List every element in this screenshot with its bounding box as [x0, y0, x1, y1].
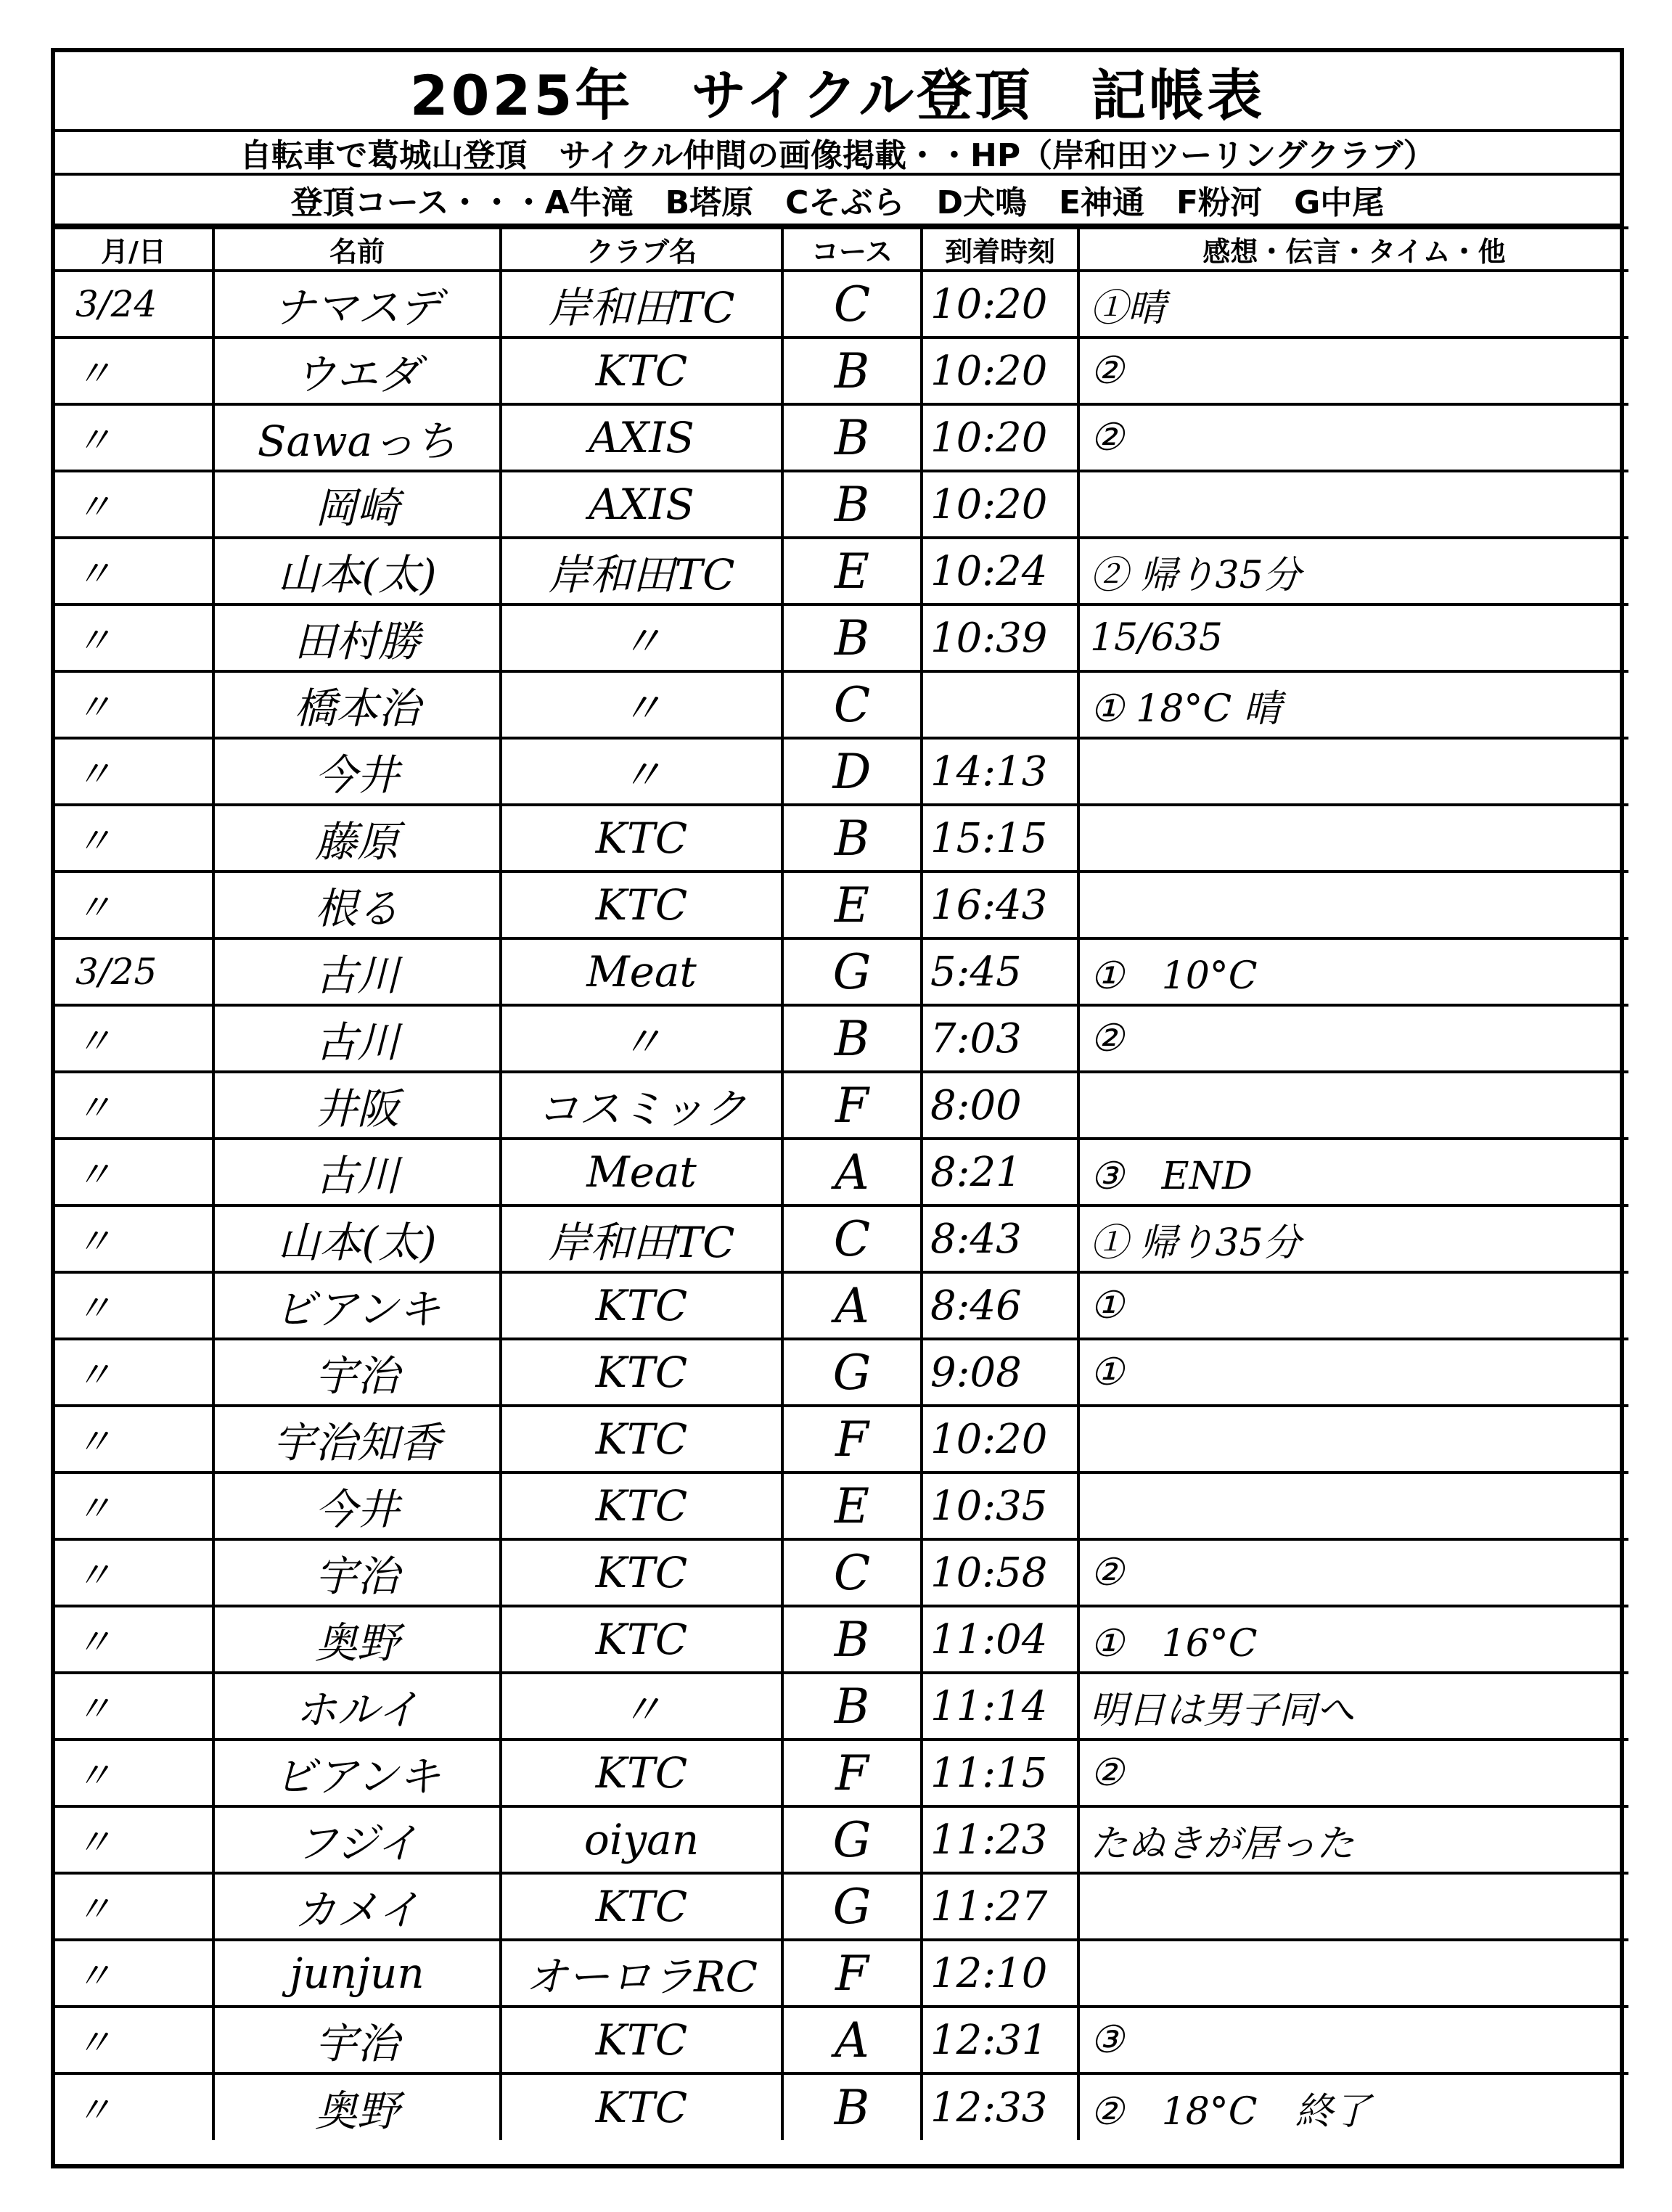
cell-memo: 15/635	[1078, 605, 1628, 671]
cell-name: 橋本治	[213, 671, 501, 738]
cell-date: 〃	[55, 1005, 213, 1072]
cell-name: ホルイ	[213, 1673, 501, 1740]
table-row	[55, 1139, 1628, 1205]
cell-memo	[1078, 738, 1628, 805]
cell-name: 古川	[213, 1139, 501, 1205]
log-table	[55, 226, 1628, 2140]
cell-name: 根る	[213, 872, 501, 938]
cell-course: B	[782, 1673, 922, 1740]
cell-club: 岸和田TC	[501, 538, 782, 605]
cell-memo	[1078, 805, 1628, 872]
cell-course: C	[782, 671, 922, 738]
cell-name: ナマスデ	[213, 271, 501, 337]
cell-date: 〃	[55, 1472, 213, 1539]
cell-time: 8:46	[922, 1272, 1078, 1339]
cell-name: 奥野	[213, 1606, 501, 1673]
cell-memo	[1078, 1406, 1628, 1472]
cell-memo	[1078, 1072, 1628, 1139]
cell-name: junjun	[213, 1940, 501, 2007]
cell-time: 11:14	[922, 1673, 1078, 1740]
cell-date: 3/25	[55, 938, 213, 1005]
cell-name: 宇治	[213, 2007, 501, 2073]
cell-date: 〃	[55, 671, 213, 738]
cell-date: 〃	[55, 337, 213, 404]
cell-name: ウエダ	[213, 337, 501, 404]
cell-date: 〃	[55, 1740, 213, 1806]
cell-memo	[1078, 1940, 1628, 2007]
cell-memo: ③ END	[1078, 1139, 1628, 1205]
table-row	[55, 872, 1628, 938]
cell-course: G	[782, 1339, 922, 1406]
table-row	[55, 1472, 1628, 1539]
cell-course: C	[782, 1539, 922, 1606]
cell-club: 〃	[501, 1673, 782, 1740]
cell-time: 15:15	[922, 805, 1078, 872]
cell-club: KTC	[501, 337, 782, 404]
cell-date: 3/24	[55, 271, 213, 337]
cell-name: 今井	[213, 738, 501, 805]
cell-time: 8:43	[922, 1205, 1078, 1272]
cell-course: F	[782, 1406, 922, 1472]
cell-memo: ② 18°C 終了	[1078, 2073, 1628, 2140]
header-row	[55, 228, 1628, 271]
cell-club: 〃	[501, 1005, 782, 1072]
cell-course: E	[782, 1472, 922, 1539]
cell-time: 9:08	[922, 1339, 1078, 1406]
cell-club: KTC	[501, 872, 782, 938]
table-row	[55, 1205, 1628, 1272]
cell-course: E	[782, 538, 922, 605]
cell-course: B	[782, 2073, 922, 2140]
table-row	[55, 738, 1628, 805]
cell-date: 〃	[55, 404, 213, 471]
cell-name: 宇治	[213, 1539, 501, 1606]
table-row	[55, 1740, 1628, 1806]
cell-memo: ②	[1078, 1740, 1628, 1806]
cell-name: 井阪	[213, 1072, 501, 1139]
cell-club: Meat	[501, 938, 782, 1005]
cell-date: 〃	[55, 1339, 213, 1406]
cell-name: 岡崎	[213, 471, 501, 538]
cell-time: 10:20	[922, 271, 1078, 337]
cell-club: KTC	[501, 1406, 782, 1472]
cell-time: 10:39	[922, 605, 1078, 671]
cell-memo	[1078, 1472, 1628, 1539]
cell-memo	[1078, 471, 1628, 538]
cell-name: 山本(太)	[213, 538, 501, 605]
cell-memo: ②	[1078, 404, 1628, 471]
cell-date: 〃	[55, 1539, 213, 1606]
table-row	[55, 938, 1628, 1005]
cell-name: Sawaっち	[213, 404, 501, 471]
table-row	[55, 404, 1628, 471]
cell-date: 〃	[55, 805, 213, 872]
cell-time: 10:35	[922, 1472, 1078, 1539]
cell-course: G	[782, 1873, 922, 1940]
table-row	[55, 1272, 1628, 1339]
col-header-name: 名前	[213, 228, 501, 271]
cell-date: 〃	[55, 1806, 213, 1873]
col-header-date: 月/日	[55, 228, 213, 271]
cell-club: 岸和田TC	[501, 271, 782, 337]
cell-time: 11:04	[922, 1606, 1078, 1673]
cell-course: A	[782, 1272, 922, 1339]
cell-course: B	[782, 605, 922, 671]
cell-time: 11:27	[922, 1873, 1078, 1940]
cell-time: 10:24	[922, 538, 1078, 605]
cell-name: 藤原	[213, 805, 501, 872]
cell-club: AXIS	[501, 471, 782, 538]
cell-date: 〃	[55, 1205, 213, 1272]
cell-club: KTC	[501, 1873, 782, 1940]
cell-memo	[1078, 872, 1628, 938]
cell-time: 12:33	[922, 2073, 1078, 2140]
cell-memo: ① 16°C	[1078, 1606, 1628, 1673]
cell-club: オーロラRC	[501, 1940, 782, 2007]
cell-name: 山本(太)	[213, 1205, 501, 1272]
cell-name: 宇治	[213, 1339, 501, 1406]
cell-club: KTC	[501, 1539, 782, 1606]
cell-name: 古川	[213, 938, 501, 1005]
cell-time: 14:13	[922, 738, 1078, 805]
cell-course: A	[782, 2007, 922, 2073]
table-row	[55, 271, 1628, 337]
cell-date: 〃	[55, 1873, 213, 1940]
table-row	[55, 2007, 1628, 2073]
table-row	[55, 1940, 1628, 2007]
table-row	[55, 2073, 1628, 2140]
register-sheet	[51, 48, 1624, 2168]
cell-date: 〃	[55, 1940, 213, 2007]
cell-club: KTC	[501, 805, 782, 872]
cell-memo: ② 帰り35分	[1078, 538, 1628, 605]
cell-date: 〃	[55, 605, 213, 671]
cell-name: ビアンキ	[213, 1740, 501, 1806]
cell-club: KTC	[501, 1272, 782, 1339]
cell-date: 〃	[55, 1606, 213, 1673]
table-row	[55, 1806, 1628, 1873]
cell-club: AXIS	[501, 404, 782, 471]
table-row	[55, 1539, 1628, 1606]
cell-course: E	[782, 872, 922, 938]
cell-memo: ②	[1078, 1005, 1628, 1072]
table-row	[55, 1406, 1628, 1472]
cell-time: 10:20	[922, 1406, 1078, 1472]
table-row	[55, 605, 1628, 671]
subtitle: 自転車で葛城山登頂 サイクル仲間の画像掲載・・HP（岸和田ツーリングクラブ）	[55, 132, 1620, 176]
cell-name: フジイ	[213, 1806, 501, 1873]
cell-name: 今井	[213, 1472, 501, 1539]
cell-club: コスミック	[501, 1072, 782, 1139]
cell-club: KTC	[501, 1740, 782, 1806]
cell-club: KTC	[501, 2007, 782, 2073]
cell-time: 11:15	[922, 1740, 1078, 1806]
cell-club: 〃	[501, 605, 782, 671]
cell-club: 岸和田TC	[501, 1205, 782, 1272]
cell-course: B	[782, 1005, 922, 1072]
cell-time: 12:10	[922, 1940, 1078, 2007]
cell-course: B	[782, 805, 922, 872]
cell-club: KTC	[501, 2073, 782, 2140]
table-row	[55, 1673, 1628, 1740]
cell-club: KTC	[501, 1339, 782, 1406]
cell-time: 8:21	[922, 1139, 1078, 1205]
cell-time: 7:03	[922, 1005, 1078, 1072]
cell-course: F	[782, 1072, 922, 1139]
col-header-course: コース	[782, 228, 922, 271]
cell-name: 田村勝	[213, 605, 501, 671]
cell-course: G	[782, 938, 922, 1005]
cell-date: 〃	[55, 1072, 213, 1139]
cell-memo	[1078, 1873, 1628, 1940]
cell-club: Meat	[501, 1139, 782, 1205]
table-row	[55, 471, 1628, 538]
table-row	[55, 805, 1628, 872]
cell-club: 〃	[501, 738, 782, 805]
cell-club: KTC	[501, 1472, 782, 1539]
cell-course: A	[782, 1139, 922, 1205]
cell-memo: ②	[1078, 1539, 1628, 1606]
page-title: 2025年 サイクル登頂 記帳表	[55, 52, 1620, 132]
cell-time: 5:45	[922, 938, 1078, 1005]
cell-course: C	[782, 271, 922, 337]
cell-date: 〃	[55, 471, 213, 538]
course-legend: 登頂コース・・・A牛滝 B塔原 Cそぶら D犬鳴 E神通 F粉河 G中尾	[55, 176, 1620, 226]
cell-date: 〃	[55, 1272, 213, 1339]
cell-club: 〃	[501, 671, 782, 738]
table-row	[55, 1005, 1628, 1072]
cell-memo: たぬきが居った	[1078, 1806, 1628, 1873]
col-header-time: 到着時刻	[922, 228, 1078, 271]
cell-date: 〃	[55, 2073, 213, 2140]
table-row	[55, 671, 1628, 738]
cell-date: 〃	[55, 1673, 213, 1740]
cell-memo: ① 10°C	[1078, 938, 1628, 1005]
cell-course: B	[782, 337, 922, 404]
cell-time	[922, 671, 1078, 738]
cell-course: F	[782, 1940, 922, 2007]
table-row	[55, 1072, 1628, 1139]
cell-course: B	[782, 1606, 922, 1673]
cell-time: 10:20	[922, 404, 1078, 471]
col-header-memo: 感想・伝言・タイム・他	[1078, 228, 1628, 271]
cell-memo: ②	[1078, 337, 1628, 404]
cell-time: 11:23	[922, 1806, 1078, 1873]
cell-time: 10:20	[922, 471, 1078, 538]
table-row	[55, 337, 1628, 404]
cell-date: 〃	[55, 738, 213, 805]
cell-memo: 明日は男子同へ	[1078, 1673, 1628, 1740]
table-row	[55, 1339, 1628, 1406]
cell-memo: ① 18°C 晴	[1078, 671, 1628, 738]
cell-memo: ①	[1078, 1272, 1628, 1339]
cell-date: 〃	[55, 1406, 213, 1472]
cell-course: B	[782, 404, 922, 471]
cell-date: 〃	[55, 538, 213, 605]
cell-name: ビアンキ	[213, 1272, 501, 1339]
cell-time: 8:00	[922, 1072, 1078, 1139]
cell-course: D	[782, 738, 922, 805]
cell-name: 古川	[213, 1005, 501, 1072]
cell-memo: ① 帰り35分	[1078, 1205, 1628, 1272]
cell-time: 10:58	[922, 1539, 1078, 1606]
cell-course: F	[782, 1740, 922, 1806]
table-row	[55, 1873, 1628, 1940]
cell-course: B	[782, 471, 922, 538]
table-row	[55, 1606, 1628, 1673]
cell-club: oiyan	[501, 1806, 782, 1873]
cell-name: 宇治知香	[213, 1406, 501, 1472]
cell-memo: ③	[1078, 2007, 1628, 2073]
cell-course: G	[782, 1806, 922, 1873]
cell-name: 奥野	[213, 2073, 501, 2140]
cell-date: 〃	[55, 2007, 213, 2073]
cell-club: KTC	[501, 1606, 782, 1673]
cell-date: 〃	[55, 872, 213, 938]
table-row	[55, 538, 1628, 605]
cell-time: 16:43	[922, 872, 1078, 938]
cell-date: 〃	[55, 1139, 213, 1205]
cell-memo: ①	[1078, 1339, 1628, 1406]
cell-time: 10:20	[922, 337, 1078, 404]
cell-time: 12:31	[922, 2007, 1078, 2073]
cell-memo: ①晴	[1078, 271, 1628, 337]
col-header-club: クラブ名	[501, 228, 782, 271]
cell-name: カメイ	[213, 1873, 501, 1940]
cell-course: C	[782, 1205, 922, 1272]
